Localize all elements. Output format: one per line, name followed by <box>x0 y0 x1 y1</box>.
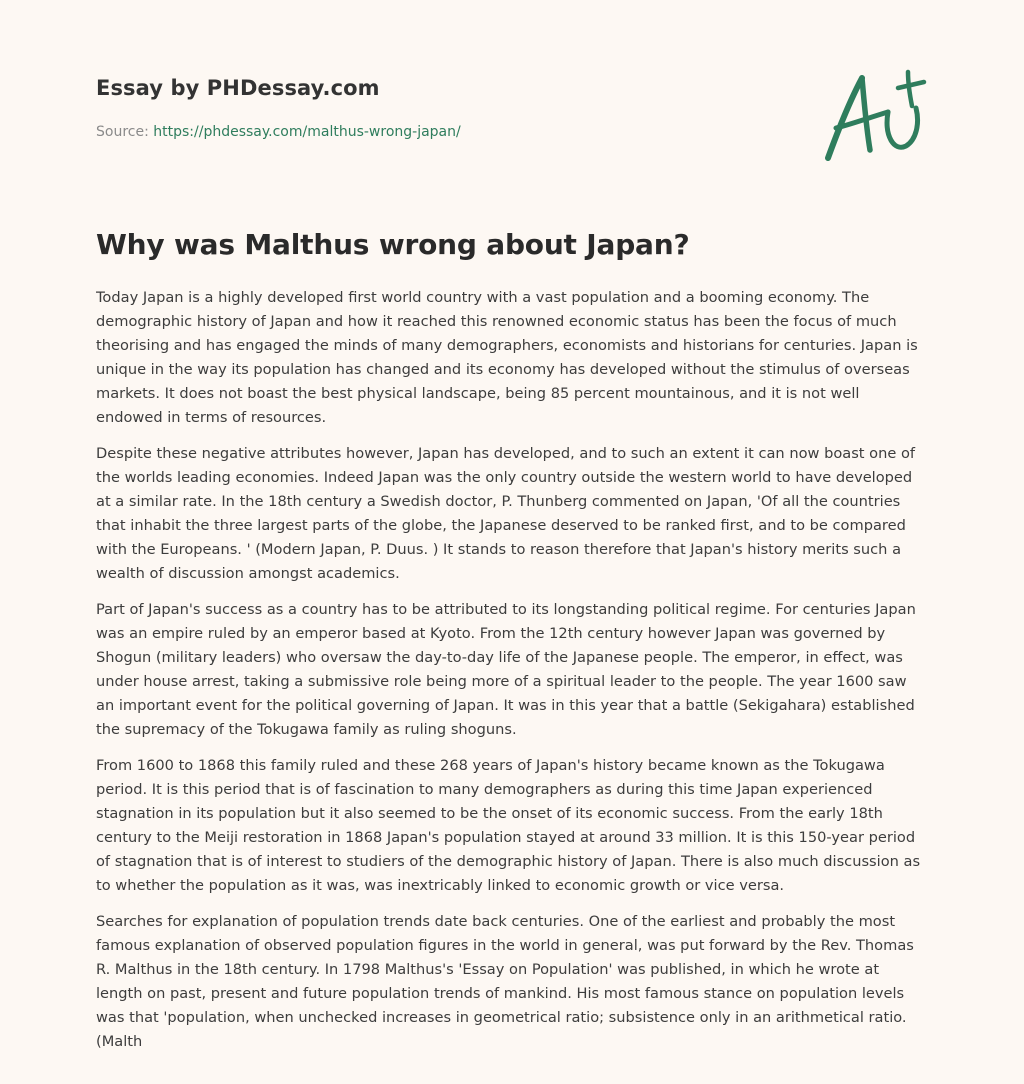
essay-paragraph: Despite these negative attributes however, Japan has developed, and to such an extent it can now boast one of the worlds leading economies. Indeed Japan was the only country outside the western world to have developed at a similar rate. In the 18th century a Swedish doctor, P. Thunberg commented on Japan, 'Of all the countries that inhabit the three largest parts of the globe, the Japanese deserved to be ranked first, and to be compared with the Europeans. ' (Modern Japan, P. Duus. ) It stands to reason therefore that Japan's history merits such a wealth of discussion amongst academics. <box>96 445 916 582</box>
source-label: Source: <box>96 124 154 140</box>
site-title: Essay by PHDessay.com <box>96 76 380 100</box>
essay-paragraph: Searches for explanation of population trends date back centuries. One of the earliest and probably the most famous explanation of observed population figures in the world in general, was put forward by the Rev. Thomas R. Malthus in the 18th century. In 1798 Malthus's 'Essay on Population' was published, in which he wrote at length on past, present and future population trends of mankind. His most famous stance on population levels was that 'population, when unchecked increases in geometrical ratio; subsistence only in an arithmetical ratio. (Malth <box>96 913 914 1050</box>
essay-paragraph: Part of Japan's success as a country has to be attributed to its longstanding political regime. For centuries Japan was an empire ruled by an emperor based at Kyoto. From the 12th century however Japan was governed by Shogun (military leaders) who oversaw the day-to-day life of the Japanese people. The emperor, in effect, was under house arrest, taking a submissive role being more of a spiritual leader to the people. The year 1600 saw an important event for the political governing of Japan. It was in this year that a battle (Sekigahara) established the supremacy of the Tokugawa family as ruling shoguns. <box>96 601 916 738</box>
source-line <box>96 124 796 140</box>
essay-body <box>96 286 928 1068</box>
page-header <box>96 76 796 140</box>
source-link[interactable]: https://phdessay.com/malthus-wrong-japan/ <box>153 124 461 140</box>
essay-paragraph: From 1600 to 1868 this family ruled and these 268 years of Japan's history became known as the Tokugawa period. It is this period that is of fascination to many demographers as during this time Japan experienced stagnation in its population but it also seemed to be the onset of its economic success. From the early 18th century to the Meiji restoration in 1868 Japan's population stayed at around 33 million. It is this 150-year period of stagnation that is of interest to studiers of the demographic history of Japan. There is also much discussion as to whether the population as it was, was inextricably linked to economic growth or vice versa. <box>96 757 921 894</box>
essay-title: Why was Malthus wrong about Japan? <box>96 228 690 261</box>
a-plus-logo-icon <box>818 66 930 166</box>
essay-paragraph: Today Japan is a highly developed first world country with a vast population and a booming economy. The demographic history of Japan and how it reached this renowned economic status has been the focus of much theorising and has engaged the minds of many demographers, economists and historians for centuries. Japan is unique in the way its population has changed and its economy has developed without the stimulus of overseas markets. It does not boast the best physical landscape, being 85 percent mountainous, and it is not well endowed in terms of resources. <box>96 289 918 426</box>
